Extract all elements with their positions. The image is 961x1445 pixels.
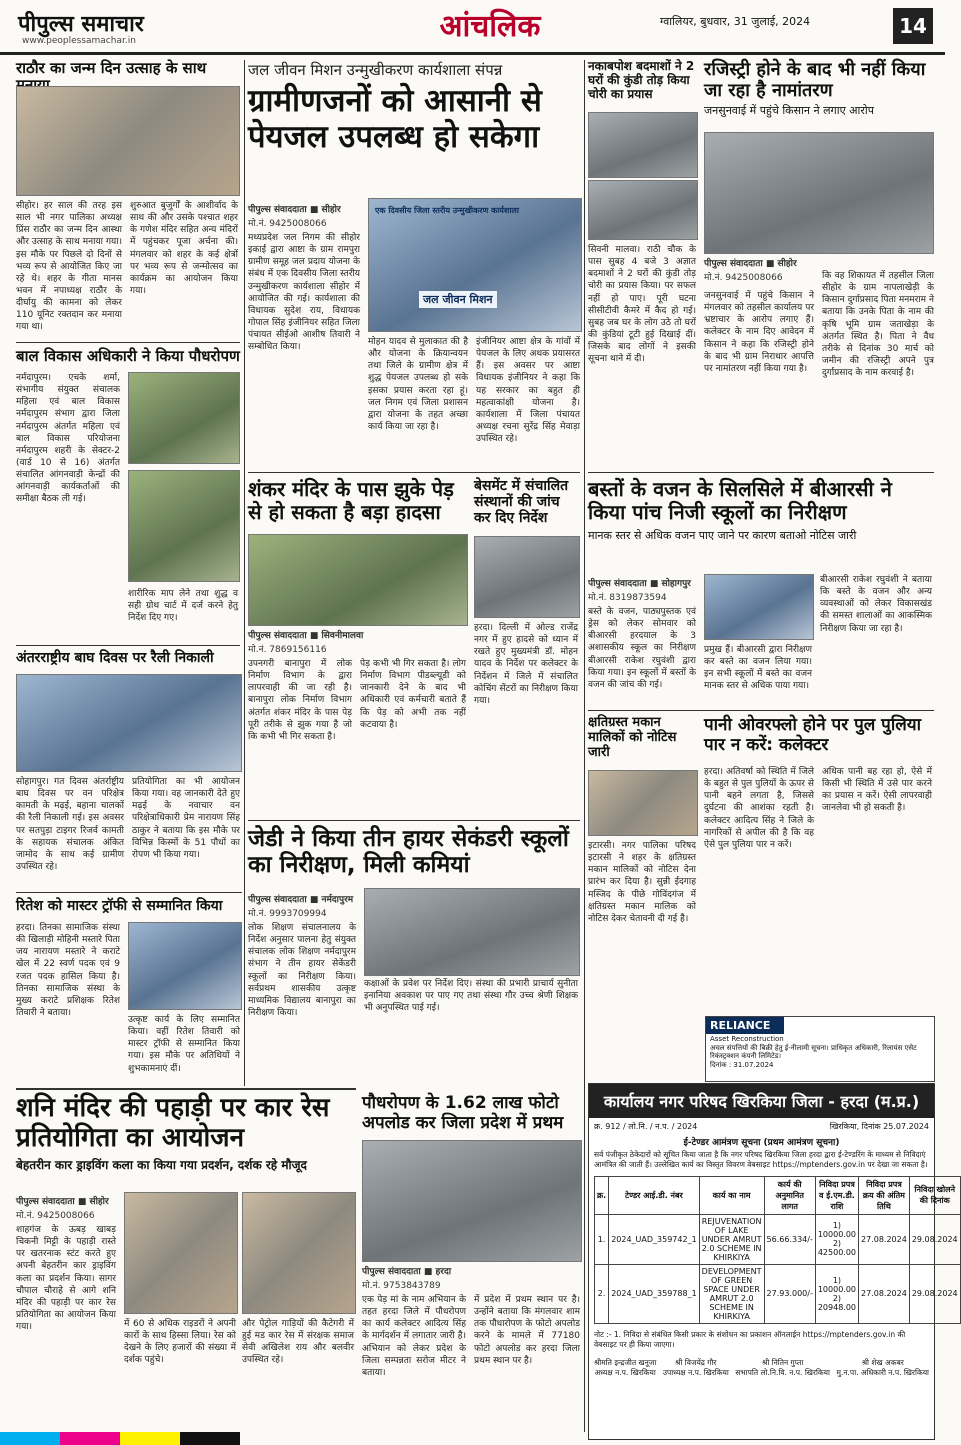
body-text: बस्ते के वजन, पाठ्यपुस्तक एवं ड्रेस को लेकर सोमवार को बीआरसी हरदयाल के 3 अशासकीय स्कूल का निरीक्षण बीआरसी राकेश रघुवंशी द्वारा किया गया। इन स्कूलों में बस्तों के वजन की जांच की गई।: [588, 607, 696, 690]
photo-classroom: [364, 888, 580, 976]
body-text: इटारसी। नगर पालिका परिषद इटारसी ने शहर के क्षतिग्रस्त मकान मालिकों को नोटिस देना प्रारंभ कर दिया है। सुन्नी ईदगाह मस्जिद के पीछे गोविंदगंज में क्षतिग्रस्त मकान मालिक को नोटिस देकर चेतावनी दी गई है।: [588, 841, 696, 924]
kicker: जल जीवन मिशन उन्मुखीकरण कार्यशाला संपन्न: [248, 61, 503, 79]
mobile: मो.नं. 7869156116: [248, 645, 327, 655]
body-text: एक पेड़ मां के नाम अभियान के तहत हरदा जिले में पौधरोपण का कार्य कलेक्टर आदित्य सिंह के मार्गदर्शन में लगातार जारी है। अभियान को लेकर प्रदेश के जिला सम्पन्नता सरोज मीटर ने बताया।: [362, 1295, 466, 1378]
byline: पीपुल्स संवाददाता ■ सोहागपुर: [588, 579, 691, 589]
body-text: सिवनी मालवा। राठी चौक के पास सुबह 4 बजे 3 अज्ञात बदमाशों ने 2 घरों की कुंडी तोड़ चोरी का प्रयास किया। पर सफल नहीं हो पाए। पूरी घटना सीसीटीवी कैमरे में कैद हो गई। सुबह जब घर के लोग उठे तो घरों की कुंडियां टूटी हुई दिखाई दीं। जिसके बाद लोगों ने इसकी सूचना थाने में दी।: [588, 245, 696, 365]
brand-logo: पीपुल्स समाचार: [18, 12, 144, 37]
cell-last-date: 27.08.2024: [859, 1214, 910, 1264]
reliance-notice: [705, 1016, 935, 1082]
mobile: मो.नं. 9425008066: [248, 219, 327, 229]
body-text: में प्रदेश में प्रथम स्थान पर है। उन्होंने बताया कि मंगलवार शाम तक पौधारोपण के फोटो अपलोड करने के मामले में 77180 फोटो अपलोड कर हरदा जिला प्रथम स्थान पर है।: [474, 1295, 580, 1366]
table-row: [595, 1214, 961, 1264]
cell-last-date: 27.08.2024: [859, 1264, 910, 1323]
body-text: प्रमुख हैं। बीआरसी द्वारा निरीक्षण कर बस्ते का वजन लिया गया। इन सभी स्कूलों में बस्ते का वजन मानक स्तर से अधिक पाया गया।: [704, 645, 812, 692]
headline: ग्रामीणजनों को आसानी से पेयजल उपलब्ध हो सकेगा: [248, 83, 542, 155]
registration-bar: [0, 1432, 60, 1445]
article-shankar-mandir: [248, 478, 468, 818]
mobile: मो.नं. 9993709994: [248, 909, 327, 919]
body-text: सीहोर। हर साल की तरह इस साल भी नगर पालिका अध्यक्ष प्रिंस राठौर का जन्म दिन आस्था और उत्साह के साथ मनाया गया। इस मौके पर पिछले दो दिनों से भव्य रूप से आयोजित किए जा रहे थे। शहर के गीता मानस भवन में नपाध्यक्ष राठौर के दीर्घायु की कामना को लेकर 110 यूनिट रक्तदान कर मनाया गया था।: [16, 201, 122, 333]
registration-bar: [180, 1432, 240, 1445]
column-header: निविदा खोलने की दिनांक: [909, 1176, 960, 1214]
banner-text: एक दिवसीय जिला स्तरीय उन्मुखीकरण कार्यशाला: [375, 206, 519, 215]
body-text: पेड़ कभी भी गिर सकता है। लोग निर्माण विभाग पीडब्ल्यूडी को जानकारी देने के बाद भी अधिकारी एवं कर्मचारी बताते हैं कि पेड़ को अभी तक नहीं कटवाया है।: [360, 659, 466, 730]
body-text: कक्षाओं के प्रवेश पर निर्देश दिए। संस्था की प्रभारी प्राचार्य सुनीता इनानिया अवकाश पर पाए गए तथा संस्था गौर उच्च श्रेणी शिक्षक भी अनुपस्थित पाई गई।: [364, 979, 578, 1014]
cell-id: 2024_UAD_359742_1: [609, 1214, 699, 1264]
photo-coaching: [474, 536, 580, 618]
signatory: श्रीमति इन्द्रजीत खनूजा अध्यक्ष न.प. खिरकिया: [594, 1357, 657, 1377]
subhead: जनसुनवाई में पहुंचे किसान ने लगाए आरोप: [704, 104, 875, 118]
body-text: अधिक पानी बह रहा हो, ऐसे में किसी भी स्थिति में उसे पार करने का प्रयास न करें। ऐसी लापरवाही जानलेवा भी हो सकती है।: [822, 767, 932, 814]
article-paudharopan: [362, 1094, 582, 1432]
mobile: मो.नं. 9425008066: [16, 1211, 95, 1221]
body-text: लोक शिक्षण संचालनालय के निर्देश अनुसार पालना हेतु संयुक्त संचालक लोक शिक्षण नर्मदापुरम संभाग ने तीन हायर सेकेंडरी स्कूलों का निरीक्षण किया। सर्वप्रथम शासकीय उत्कृष्ट माध्यमिक विद्यालय बानापुरा का निरीक्षण किया।: [248, 923, 356, 1018]
byline: पीपुल्स संवाददाता ■ नर्मदापुरम: [248, 895, 354, 905]
body-text: शाहगंज के ऊबड़ खाबड़ चिकनी मिट्टी के पहाड़ी रास्ते पर खतरनाक स्टंट करते हुए अपनी बेहतरीन कार ड्राइविंग कला का प्रदर्शन किया। सागर चौपाल चौराहे से आगे शनि मंदिर की पहाड़ी पर कार रेस प्रतियोगिता का आयोजन किया गया।: [16, 1225, 116, 1333]
reliance-label: Asset Reconstruction: [710, 1035, 784, 1043]
photo-trophy: [128, 922, 242, 1010]
headline: नकाबपोश बदमाशों ने 2 घरों की कुंडी तोड़ किया चोरी का प्रयास: [588, 59, 695, 101]
body-text: शुरुआत बुजुर्गों के आशीर्वाद के साथ की और उसके पश्चात शहर के गणेश मंदिर सहित अन्य मंदिरों में पहुंचकर पूजा अर्चना की। मंगलवार को शहर के कई क्षेत्रों पर भव्य रूप से जन्मोत्सव का कार्यक्रम का आयोजन किया गया।: [130, 201, 238, 296]
body-text: इंजीनियर आष्टा क्षेत्र के गांवों में पेयजल के लिए अथक प्रयासरत हैं। इस अवसर पर आष्टा विधायक इंजीनियर ने कहा कि यह सरकार का बहुत ही महत्वाकांक्षी योजना है। कार्यशाला में जिला पंचायत अध्यक्ष रचना सुरेंद्र सिंह मेवाड़ा उपस्थित रहे।: [476, 337, 580, 445]
photo-jeep: [124, 1192, 238, 1314]
tender-ref: क्र. 912 / लो.नि. / न.प. / 2024: [594, 1122, 698, 1131]
column-header: कार्य का नाम: [699, 1176, 764, 1214]
tender-header: कार्यालय नगर परिषद खिरकिया जिला - हरदा (म.प्र.): [589, 1084, 934, 1118]
headline: रितेश को मास्टर ट्रॉफी से सम्मानित किया: [16, 898, 223, 914]
cell-no: 2.: [595, 1264, 609, 1323]
headline: जेडी ने किया तीन हायर सेकंडरी स्कूलों का निरीक्षण, मिली कमियां: [248, 826, 569, 879]
signatory: श्री विजयेंद्र गौर उपाध्यक्ष न.प. खिरकिया: [662, 1357, 729, 1377]
photo-tree: [248, 534, 468, 626]
page-number: 14: [893, 8, 933, 44]
cell-name: DEVELOPMENT OF GREEN SPACE UNDER AMRUT 2.0 SCHEME IN KHIRKIYA: [699, 1264, 764, 1323]
mobile: मो.नं. 9425008066: [704, 273, 783, 283]
article-kshatigrast: [588, 716, 698, 1080]
cell-id: 2024_UAD_359788_1: [609, 1264, 699, 1323]
body-text: बीआरसी राकेश रघुवंशी ने बताया कि बस्ते के वजन और अन्य व्यवस्थाओं को लेकर विकासखंड की समस्त शालाओं का आकस्मिक निरीक्षण किया जा रहा है।: [820, 575, 932, 634]
headline: राठौर का जन्म दिन उत्साह के साथ: [16, 59, 207, 77]
tender-table: [594, 1176, 961, 1324]
headline: शंकर मंदिर के पास झुके पेड़ से हो सकता है बड़ा हादसा: [248, 477, 454, 524]
body-text: प्रतियोगिता का भी आयोजन किया गया। वह जानकारी देते हुए मढ़ई के नवाचार वन परिक्षेत्राधिकारी प्रेम नारायण सिंह ठाकुर ने बताया कि इस मौके पर विभिन्न किस्मों के 51 पौधों का रोपण भी किया गया।: [132, 777, 240, 860]
photo-workshop: [368, 198, 582, 332]
subhead: मानक स्तर से अधिक वजन पाए जाने पर कारण बताओ नोटिस जारी: [588, 529, 857, 542]
article-puliya: [704, 716, 934, 1012]
headline: पौधरोपण के 1.62 लाख फोटो अपलोड कर जिला प्रदेश में प्रथम: [362, 1093, 564, 1133]
body-text: हरदा। अतिवर्षा को स्थिति में जिले के बहुत से पुल पुलियों के ऊपर से पानी बहने लगता है, जिससे दुर्घटना की आशंका रहती है। कलेक्टर आदित्य सिंह ने जिले के नागरिकों से अपील की है कि वह ऐसे पुल पुलिया पार न करें।: [704, 767, 814, 850]
registry-body: जनसुनवाई में पहुंचे किसान ने मंगलवार को तहसील कार्यालय पर भ्रष्टाचार के आरोप लगाए हैं। कलेक्टर के नाम दिए आवेदन में किसान ने कहा कि रजिस्ट्री होने के बाद भी ग्राम निराधार आपत्ति पर नामांतरण नहीं किया गया है।: [704, 291, 814, 374]
photo-meeting-hall: [362, 1140, 582, 1262]
photo-crowd: [242, 1192, 356, 1314]
article-bal-vikas: [16, 348, 240, 643]
mobile: मो.नं. 9753843789: [362, 1281, 441, 1291]
table-row: [595, 1264, 961, 1323]
tender-intro: सर्व पंजीकृत ठेकेदारों को सूचित किया जाता है कि नगर परिषद खिरकिया जिला हरदा द्वारा ई-टेण्डरिंग के माध्यम से निविदाएं आमंत्रित की जाती हैं। उल्लेखित कार्य का विस्तृत विवरण वेबसाइट https://mptenders.gov.in पर देखा जा सकता है।: [594, 1150, 928, 1169]
tender-notice: [588, 1083, 958, 1440]
headline: क्षतिग्रस्त मकान मालिकों को नोटिस जारी: [588, 715, 677, 760]
cell-open-date: 29.08.2024: [909, 1264, 960, 1323]
cell-name: REJUVENATION OF LAKE UNDER AMRUT 2.0 SCHEME IN KHIRKIYA: [699, 1214, 764, 1264]
signatory: श्री शेख अकबर मु.न.पा. अधिकारी न.प. खिरकिया: [836, 1357, 929, 1377]
article-brc-inspection: [588, 478, 934, 708]
cell-open-date: 29.08.2024: [909, 1214, 960, 1264]
byline: पीपुल्स संवाददाता ■ सीहोर: [16, 1197, 109, 1207]
site-url[interactable]: www.peoplessamachar.in: [22, 36, 136, 46]
reliance-brand: RELIANCE: [706, 1017, 784, 1034]
headline: अंतरराष्ट्रीय बाघ दिवस पर रैली निकाली: [16, 650, 214, 666]
banner-logo: जल जीवन मिशन: [419, 291, 497, 308]
masthead: [0, 0, 945, 55]
headline: बस्तों के वजन के सिलसिले में बीआरसी ने किया पांच निजी स्कूलों का निरीक्षण: [588, 477, 892, 524]
photo-meeting: [128, 372, 240, 464]
headline: बेसमेंट में संचालित संस्थानों की जांच कर दिए निर्देश: [474, 478, 569, 527]
headline: बाल विकास अधिकारी ने किया पौधरोपण: [16, 347, 240, 365]
byline: पीपुल्स संवाददाता ■ सिवनीमालवा: [248, 631, 364, 641]
tender-note: नोट :- 1. निविदा से संबंधित किसी प्रकार के संशोधन का प्रकाशन ऑनलाईन https://mptenders.gov.in की वेबसाइट पर ही किया जाएगा।: [594, 1329, 906, 1349]
body-text: में 60 से अधिक राइडरों ने अपनी कारों के साथ हिस्सा लिया। रेस को देखने के लिए हजारों की संख्या में दर्शक पहुंचे।: [124, 1319, 236, 1366]
body-text: मोहन यादव से मुलाकात की है और योजना के क्रियान्वयन तथा जिले के ग्रामीण क्षेत्र में शुद्ध पेयजल उपलब्ध हो सके इसका प्रयास करता रहा हूं। जल निगम एवं जिला प्रशासन द्वारा योजना के तहत अच्छा कार्य किया जा रहा है।: [368, 337, 468, 432]
body-text: और पेट्रोल गाड़ियों की कैटेगरी में हुई मड कार रेस में संरक्षक समाज सेवी अखिलेश राय और बलवीर उपस्थित रहे।: [242, 1319, 354, 1366]
body-text: नर्मदापुरम। एचके शर्मा, संभागीय संयुक्त संचालक महिला एवं बाल विकास नर्मदापुरम संभाग द्वारा जिला नर्मदापुरम अंतर्गत महिला एवं बाल विकास परियोजना नर्मदापुरम शहरी के सेक्टर-2 (वार्ड 10 से 16) अंतर्गत संचालित आंगनवाड़ी केन्द्रों की आंगनवाड़ी कार्यकर्ताओं की समीक्षा बैठक ली गई।: [16, 373, 120, 505]
column-header: क्र.: [595, 1176, 609, 1214]
byline: पीपुल्स संवाददाता ■ हरदा: [362, 1267, 452, 1277]
article-ritesh: [16, 898, 242, 1086]
photo-jansunwai: [704, 132, 934, 254]
column-header: निविदा प्रपत्र क्रय की अंतिम तिथि: [859, 1176, 910, 1214]
registration-bar: [60, 1432, 120, 1445]
mobile: मो.नं. 8319873594: [588, 593, 667, 603]
article-jd-inspection: [248, 826, 580, 1050]
cell-cost: 56.66.334/-: [764, 1214, 815, 1264]
column-header: निविदा प्रपत्र व ई.एम.डी. राशि: [815, 1176, 858, 1214]
byline: पीपुल्स संवाददाता ■ सीहोर: [248, 205, 341, 215]
cell-cost: 27.93.000/-: [764, 1264, 815, 1323]
headline: शनि मंदिर की पहाड़ी पर कार रेस प्रतियोगिता का आयोजन: [16, 1093, 330, 1153]
column-header: टेण्डर आई.डी. नंबर: [609, 1176, 699, 1214]
caption: शारीरिक माप लेने तथा शुद्ध व सही ग्रोथ चार्ट में दर्ज करने हेतु निर्देश दिए गए।: [128, 589, 238, 624]
body-text: हरदा। तिनका सामाजिक संस्था की खिलाड़ी मोहिनी मस्तारे पिता जय नारायण मस्तारे ने कराटे खेल में 22 स्वर्ण पदक एवं 9 रजत पदक हासिल किया है। तिनका सामाजिक संस्था के मुख्य कराटे प्रशिक्षक रितेश तिवारी ने बताया।: [16, 923, 120, 1018]
photo-cctv-1: [588, 112, 698, 178]
article-basement: [474, 478, 580, 818]
photo-cctv-2: [588, 180, 698, 240]
article-nakabposh: [588, 60, 698, 470]
cell-fee: 1) 10000.00 2) 20948.00: [815, 1264, 858, 1323]
registration-bar: [120, 1432, 180, 1445]
tender-title: ई-टेण्डर आमंत्रण सूचना (प्रथम आमंत्रण सूचना): [683, 1138, 840, 1148]
article-rathore: [16, 60, 240, 340]
reliance-text: अचल संपत्तियों की बिक्री हेतु ई-नीलामी सूचना। प्राधिकृत अधिकारी, रिलायंस एसेट रिकंस्ट्रक्शन कंपनी लिमिटेड।: [710, 1044, 917, 1061]
body-text: उत्कृष्ट कार्य के लिए सम्मानित किया। वहीं रितेश तिवारी को मास्टर ट्रॉफी से सम्मानित किया गया। इस मौके पर अतिथियों ने शुभकामनाएं दीं।: [128, 1015, 240, 1074]
photo-rally: [16, 674, 242, 772]
photo-school: [704, 574, 814, 640]
article-baagh-diwas: [16, 650, 242, 890]
article-jal-jeevan: [248, 60, 580, 470]
tender-date: खिरकिया, दिनांक 25.07.2024: [829, 1122, 929, 1131]
body-text: सोहागपुर। गत दिवस अंतर्राष्ट्रीय बाघ दिवस पर वन परिक्षेत्र कामती के मढ़ई, बहाना चालकों की रैली निकाली गई। इस अवसर पर सतपुड़ा टाइगर रिजर्व कामती के सहायक संचालक अंकित जामोद के साथ कई ग्रामीण उपस्थित रहे।: [16, 777, 124, 872]
body-text: उपनगरी बानापुरा में लोक निर्माण विभाग के द्वारा लापरवाही की जा रही है। बानापुरा लोक निर्माण विभाग अंतर्गत शंकर मंदिर के पास पेड़ पूरी तरीके से झुक गया है जो कि कभी भी गिर सकता है।: [248, 659, 352, 742]
headline: रजिस्ट्री होने के बाद भी नहीं किया जा रहा है नामांतरण: [704, 59, 926, 101]
article-shani-mandir: [16, 1094, 356, 1432]
cell-no: 1.: [595, 1214, 609, 1264]
byline: पीपुल्स संवाददाता ■ सीहोर: [704, 259, 797, 269]
registry-body-2: कि वह शिकायत में तहसील जिला सीहोर के ग्राम नापलाखेड़ी के किसान दुर्गाप्रसाद पिता मनमराम ने बताया कि उनके पिता के नाम की कृषि भूमि ग्राम जताखेड़ा के अंतर्गत स्थित है। पिता ने वैध तरीके से दिनांक 30 मार्च को जमीन की रजिस्ट्री अपने पुत्र दुर्गाप्रसाद के नाम करवाई है।: [822, 271, 934, 379]
signatory: श्री नितिन गुप्ता सभापति लो.नि.वि. न.प. खिरकिया: [735, 1357, 830, 1377]
subhead: बेहतरीन कार ड्राइविंग कला का किया गया प्रदर्शन, दर्शक रहे मौजूद: [16, 1157, 307, 1172]
dateline: ग्वालियर, बुधवार, 31 जुलाई, 2024: [660, 15, 811, 28]
photo-birthday: [16, 86, 240, 196]
section-title: आंचलिक: [439, 9, 541, 44]
photo-house: [588, 770, 698, 836]
photo-plantation: [128, 470, 240, 582]
cell-fee: 1) 10000.00 2) 42500.00: [815, 1214, 858, 1264]
body-text: मध्यप्रदेश जल निगम की सीहोर इकाई द्वारा आष्टा के ग्राम रामपुरा ग्रामीण समूह जल प्रदाय योजना के संबंध में एक दिवसीय जिला स्तरीय उन्मुखीकरण कार्यशाला सीहोर में आयोजित की गई। कार्यशाला की विधायक सुदेश राय, विधायक गोपाल सिंह इंजीनियर सहित जिला पंचायत सीईओ आशीष तिवारी ने सम्बोधित किया।: [248, 233, 360, 353]
body-text: हरदा। दिल्ली में ओल्ड राजेंद्र नगर में हुए हादसे को ध्यान में रखते हुए मुख्यमंत्री डॉ. मोहन यादव के निर्देश पर कलेक्टर के निर्देशन में जिले में संचालित कोचिंग सेंटरों का निरीक्षण किया गया।: [474, 623, 578, 706]
headline: पानी ओवरफ्लो होने पर पुल पुलिया पार न करें: कलेक्टर: [704, 715, 922, 755]
reliance-date: दिनांक : 31.07.2024: [710, 1060, 774, 1069]
column-header: कार्य की अनुमानित लागत: [764, 1176, 815, 1214]
